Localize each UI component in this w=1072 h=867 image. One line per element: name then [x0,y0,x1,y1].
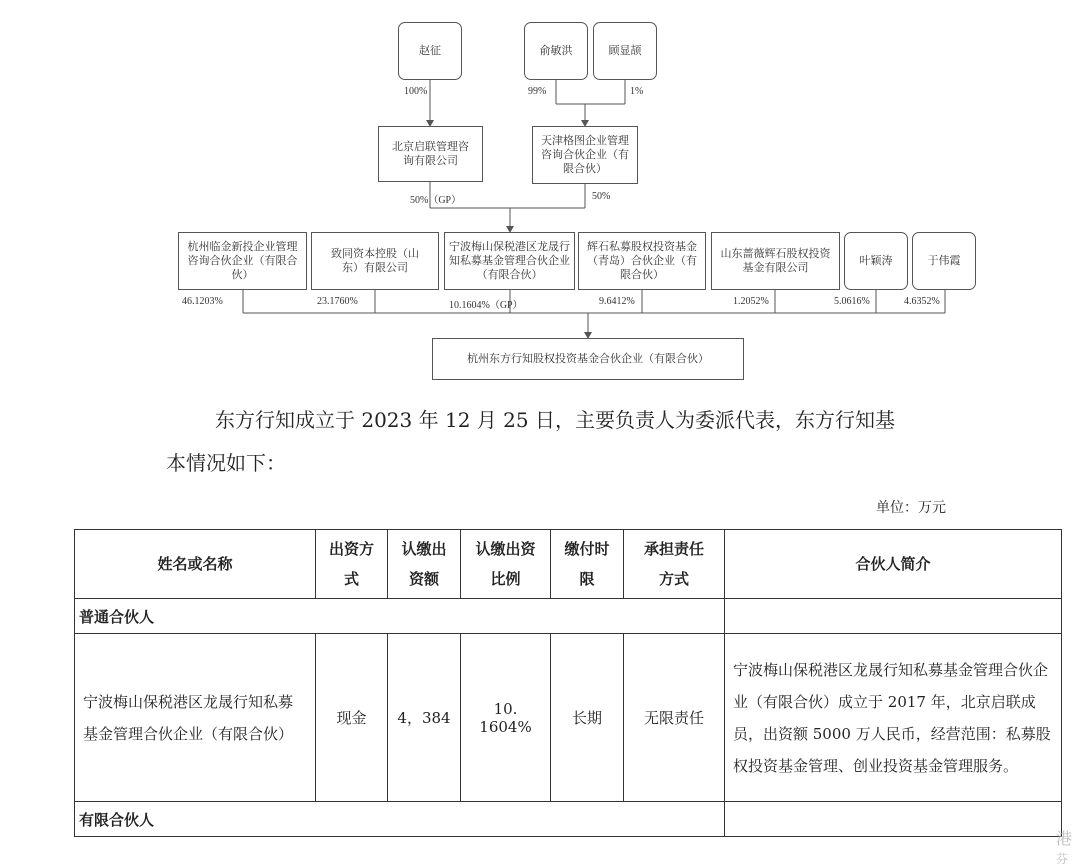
partner-pct-5: 1.2052% [733,296,769,307]
intro-line-2: 本情况如下： [166,451,286,475]
gp-name-cell: 宁波梅山保税港区龙晟行知私募基金管理合伙企业（有限合伙） [75,634,316,802]
partner-pct-2: 23.1760% [317,296,358,307]
edge-clipped-text-1: 港 [1056,829,1072,848]
header-amount: 认缴出 资额 [388,530,461,599]
partner-pct-6: 5.0616% [834,296,870,307]
section-lp-blank [725,802,1062,837]
table-row [75,599,1062,634]
entity-qilian-box: 北京启联管理咨询有限公司 [378,126,483,182]
fund-box: 杭州东方行知股权投资基金合伙企业（有限合伙） [432,338,744,380]
table-header-row [75,530,1062,599]
partner-pct-3: 10.1604%（GP） [449,300,523,311]
pct-gu: 1% [630,86,644,97]
partner-pct-7: 4.6352% [904,296,940,307]
shareholder-gu-box: 顾显颉 [593,22,657,80]
partner-box-7: 于伟霞 [912,232,976,290]
header-ratio: 认缴出资 比例 [461,530,551,599]
shareholder-yu-box: 俞敏洪 [524,22,588,80]
table-row [75,802,1062,837]
gp-term-cell: 长期 [551,634,624,802]
partner-box-4: 辉石私募股权投资基金（青岛）合伙企业（有限合伙） [578,232,706,290]
partner-box-1: 杭州临金新投企业管理咨询合伙企业（有限合伙） [178,232,307,290]
section-gp-blank [725,599,1062,634]
pct-tianjin: 50% [592,191,611,202]
table-row [75,634,1062,802]
pct-zhao: 100% [404,86,428,97]
section-general-partner: 普通合伙人 [75,599,725,634]
ownership-chart [0,0,1070,385]
partner-box-2: 致同资本控股（山东）有限公司 [311,232,439,290]
gp-amount-cell: 4，384 [388,634,461,802]
shareholder-zhao-box: 赵征 [398,22,462,80]
intro-line-1: 东方行知成立于 2023 年 12 月 25 日，主要负责人为委派代表，东方行知基 [215,408,895,432]
header-term: 缴付时 限 [551,530,624,599]
partner-box-5: 山东蔷薇辉石股权投资基金有限公司 [711,232,840,290]
pct-yu: 99% [528,86,547,97]
unit-label: 单位：万元 [876,500,946,516]
partner-table [74,529,1062,837]
gp-ratio-cell: 10. 1604% [461,634,551,802]
header-intro: 合伙人简介 [725,530,1062,599]
partner-pct-1: 46.1203% [182,296,223,307]
edge-clipped-text-2: 芬 [1056,852,1069,866]
gp-method-cell: 现金 [316,634,388,802]
partner-box-6: 叶颖涛 [844,232,908,290]
gp-intro-cell: 宁波梅山保税港区龙晟行知私募基金管理合伙企业（有限合伙）成立于 2017 年，北京启联成员，出资额 5000 万人民币，经营范围：私募股权投资基金管理、创业投资基金管理服务。 [725,634,1062,802]
partner-pct-4: 9.6412% [599,296,635,307]
header-name: 姓名或名称 [75,530,316,599]
pct-qilian: 50%（GP） [410,195,462,206]
header-method: 出资方 式 [316,530,388,599]
partner-box-3: 宁波梅山保税港区龙晟行知私募基金管理合伙企业（有限合伙） [444,232,575,290]
section-limited-partner: 有限合伙人 [75,802,725,837]
header-liability: 承担责任 方式 [624,530,725,599]
entity-tianjin-box: 天津格图企业管理咨询合伙企业（有限合伙） [532,126,638,184]
gp-liability-cell: 无限责任 [624,634,725,802]
